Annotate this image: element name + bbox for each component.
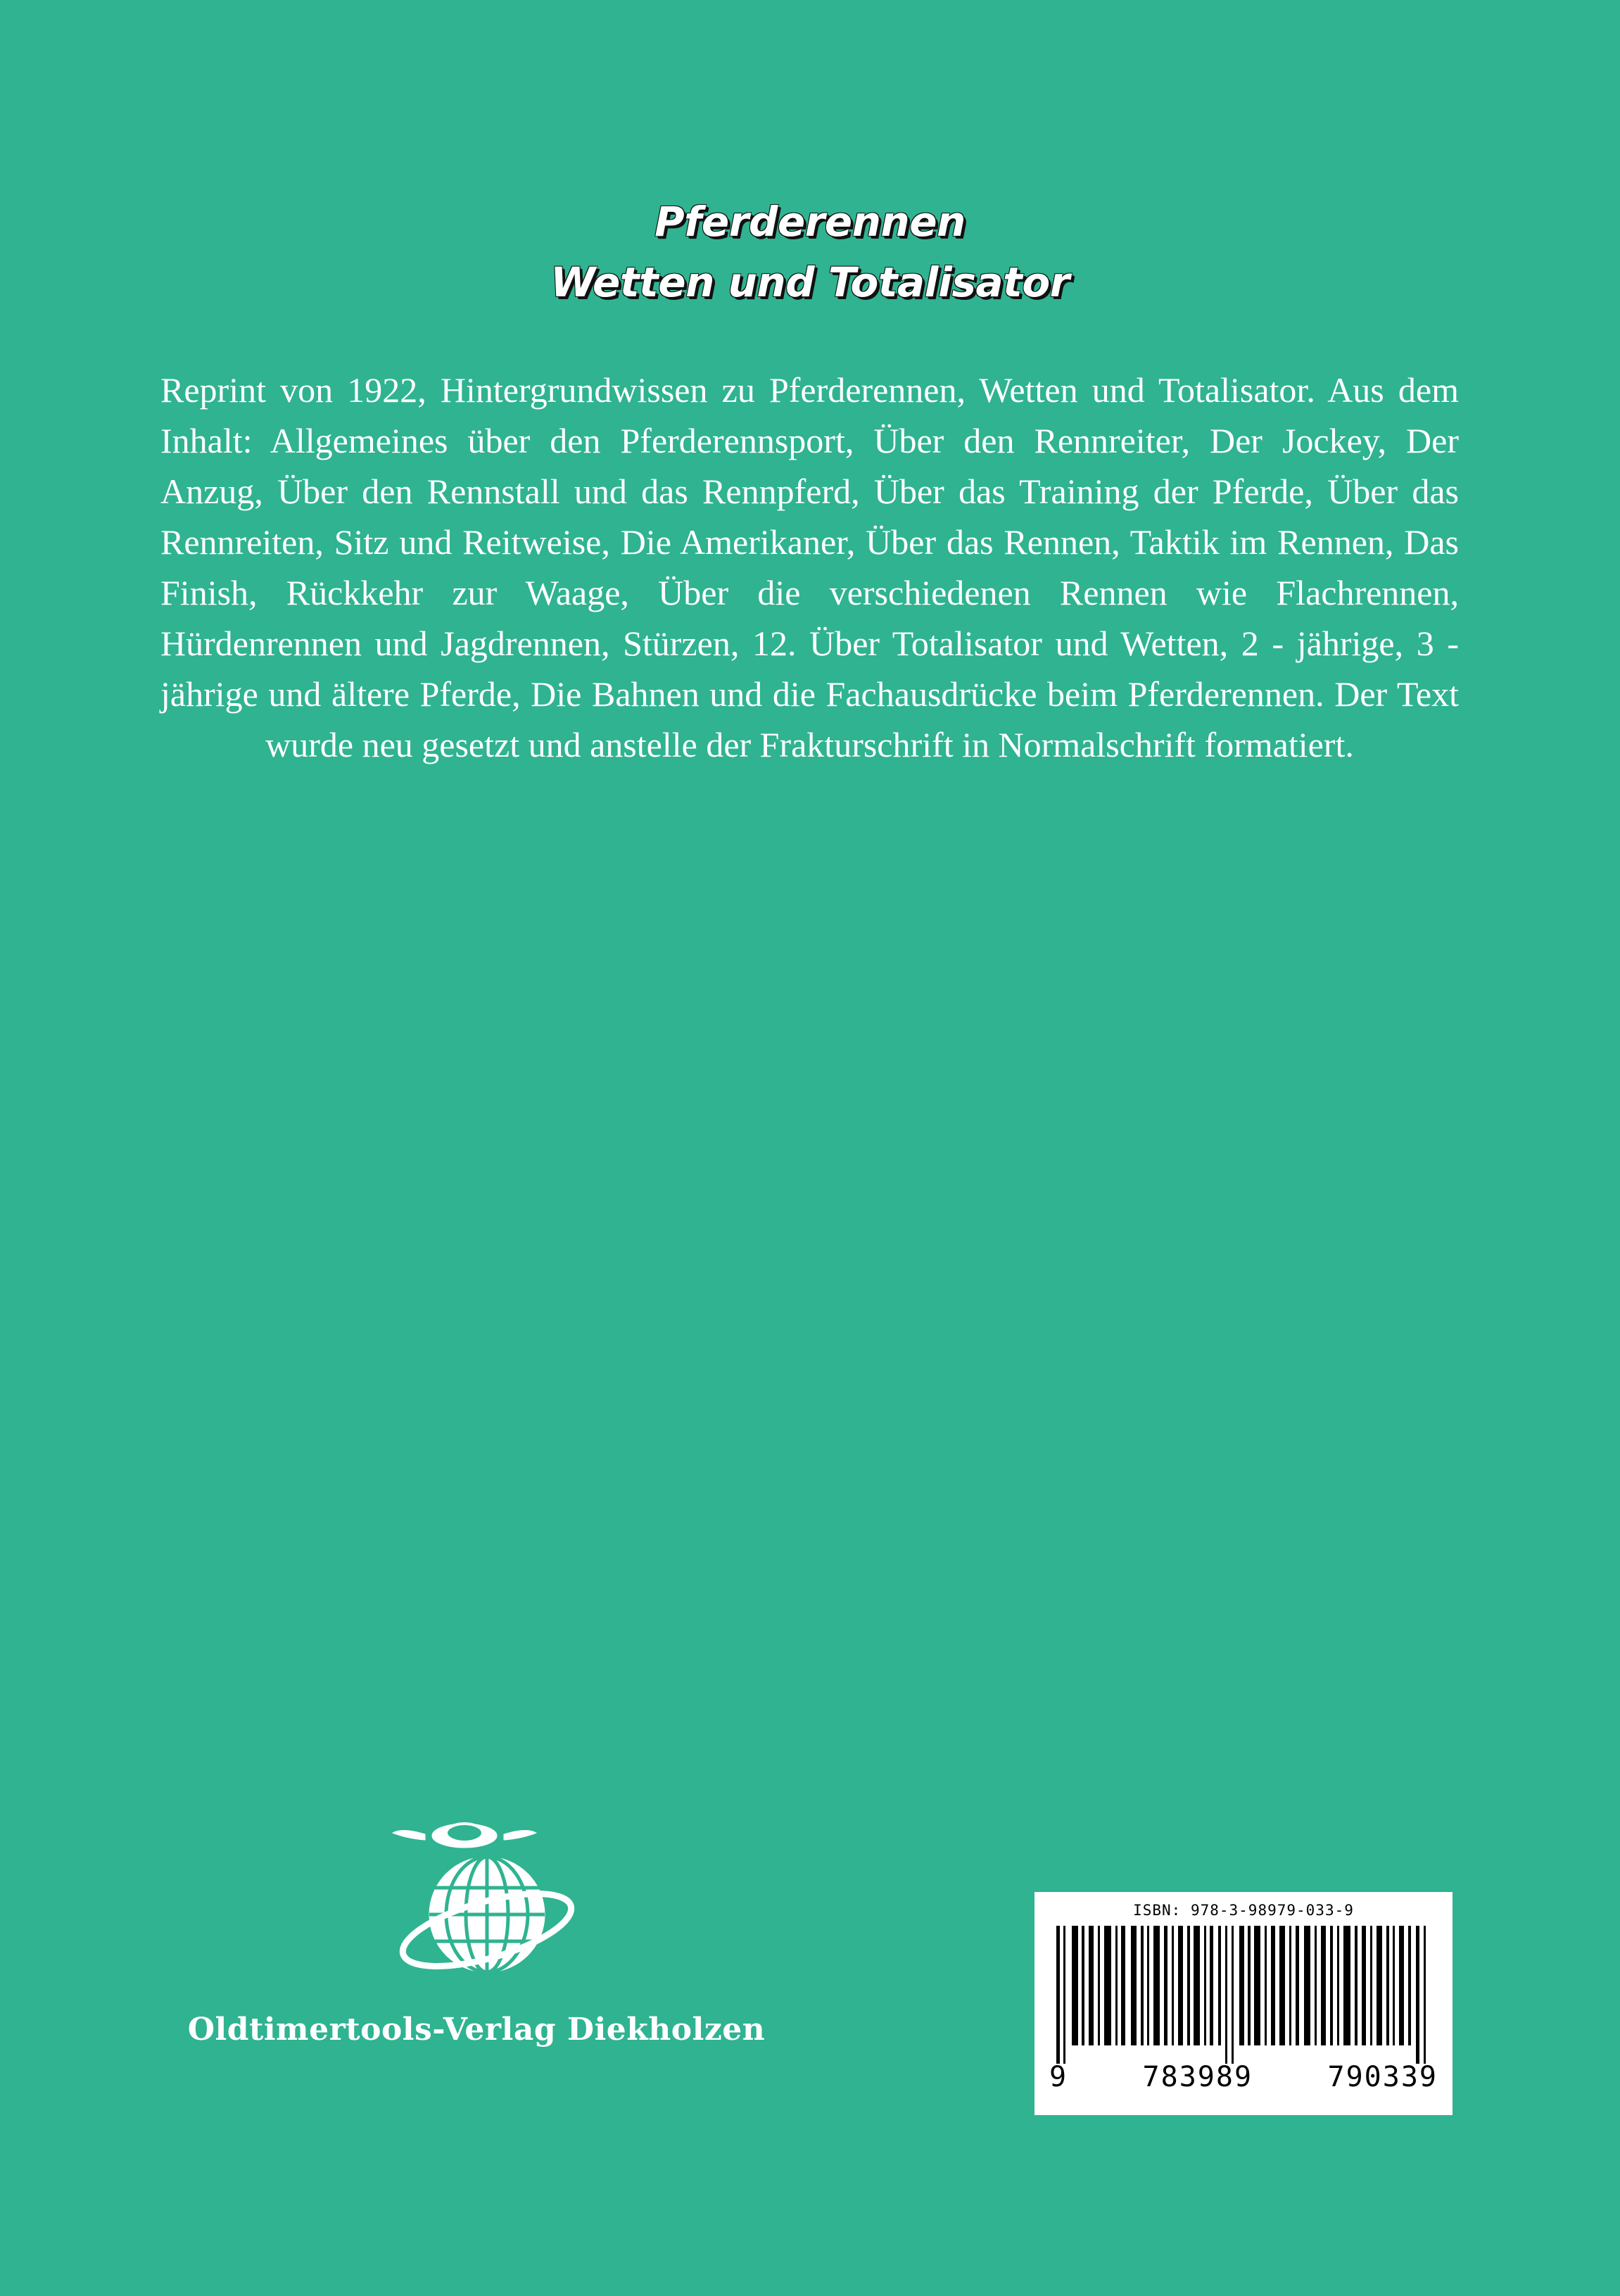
- book-title: [0, 196, 1620, 308]
- ean-digit-group-1: 9: [1049, 2061, 1068, 2093]
- back-cover-description: Reprint von 1922, Hintergrundwissen zu Pferderennen, Wetten und Totalisator. Aus dem Inhalt: Allgemeines über den Pferderennsport, Über den Rennreiter, Der Jockey, Der Anzug, Über den Rennstall und das Rennpferd, Über das Training der Pferde, Über das Rennreiten, Sitz und Reitweise, Die Amerikaner, Über das Rennen, Taktik im Rennen, Das Finish, Rückkehr zur Waage, Über die verschiedenen Rennen wie Flachrennen, Hürdenrennen und Jagdrennen, Stürzen, 12. Über Totalisator und Wetten, 2 - jährige, 3 - jährige und ältere Pferde, Die Bahnen und die Fachausdrücke beim Pferderennen. Der Text wurde neu gesetzt und anstelle der Frakturschrift in Normalschrift formatiert.: [160, 370, 1459, 764]
- title-line-2: Wetten und Totalisator: [550, 258, 1070, 306]
- title-line-1: Pferderennen: [654, 198, 966, 246]
- ean-digit-group-2: 783989: [1142, 2061, 1253, 2093]
- ean-digit-group-3: 790339: [1327, 2061, 1438, 2093]
- isbn-number-text: ISBN: 978-3-98979-033-9: [1133, 1902, 1354, 1919]
- barcode-bars: [1053, 1926, 1434, 2064]
- publisher-block: [177, 1809, 776, 2048]
- isbn-barcode: [1034, 1892, 1453, 2115]
- publisher-name: Oldtimertools-Verlag Diekholzen: [187, 2012, 766, 2048]
- globe-with-winged-hat-icon: [381, 1809, 593, 1999]
- ean-digits: [1049, 2061, 1438, 2093]
